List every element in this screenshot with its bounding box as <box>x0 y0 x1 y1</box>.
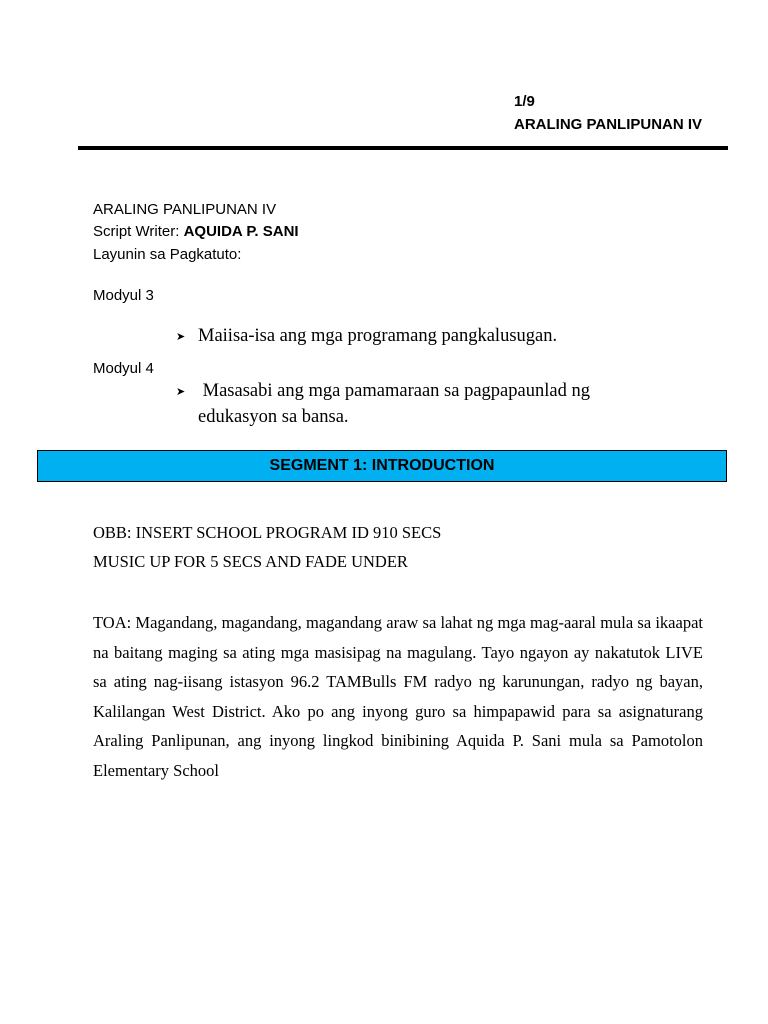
segment-title: SEGMENT 1: INTRODUCTION <box>269 457 495 474</box>
subject-line: ARALING PANLIPUNAN IV <box>93 201 277 218</box>
direction-line-obb: OBB: INSERT SCHOOL PROGRAM ID 910 SECS <box>93 523 442 542</box>
segment-banner <box>37 450 727 482</box>
module-3-objective <box>176 326 557 348</box>
script-writer-line <box>93 223 299 240</box>
header-divider <box>78 146 728 150</box>
module-4-objective-line1: Masasabi ang mga pamamaraan sa pagpapaunlad ng <box>198 381 590 401</box>
page-number: 1/9 <box>514 93 535 110</box>
module-3-label: Modyul 3 <box>93 287 154 304</box>
objectives-label: Layunin sa Pagkatuto: <box>93 246 242 263</box>
header-title: ARALING PANLIPUNAN IV <box>514 116 703 133</box>
direction-line-music: MUSIC UP FOR 5 SECS AND FADE UNDER <box>93 552 408 571</box>
toa-paragraph: TOA: Magandang, magandang, magandang araw sa lahat ng mga mag-aaral mula sa ikaapat na baitang maging sa ating mga masisipag na magulang. Tayo ngayon ay nakatutok LIVE sa ating nag-iisang istasyon 96.2 TAMBulls FM radyo ng karunungan, radyo ng bayan, Kalilangan West District. Ako po ang inyong guro sa himpapawid para sa asignaturang Araling Panlipunan, ang inyong lingkod binibining Aquida P. Sani mula sa Pamotolon Elementary School <box>93 613 703 780</box>
script-writer-name: AQUIDA P. SANI <box>183 223 299 240</box>
module-4-label: Modyul 4 <box>93 360 154 377</box>
module-4-objective-line2: edukasyon sa bansa. <box>198 407 349 427</box>
module-4-objective <box>176 381 590 403</box>
arrow-bullet-icon: ➤ <box>176 331 186 343</box>
module-3-objective-text: Maiisa-isa ang mga programang pangkalusugan. <box>198 326 558 346</box>
script-writer-label: Script Writer: <box>93 223 184 240</box>
arrow-bullet-icon: ➤ <box>176 386 186 398</box>
